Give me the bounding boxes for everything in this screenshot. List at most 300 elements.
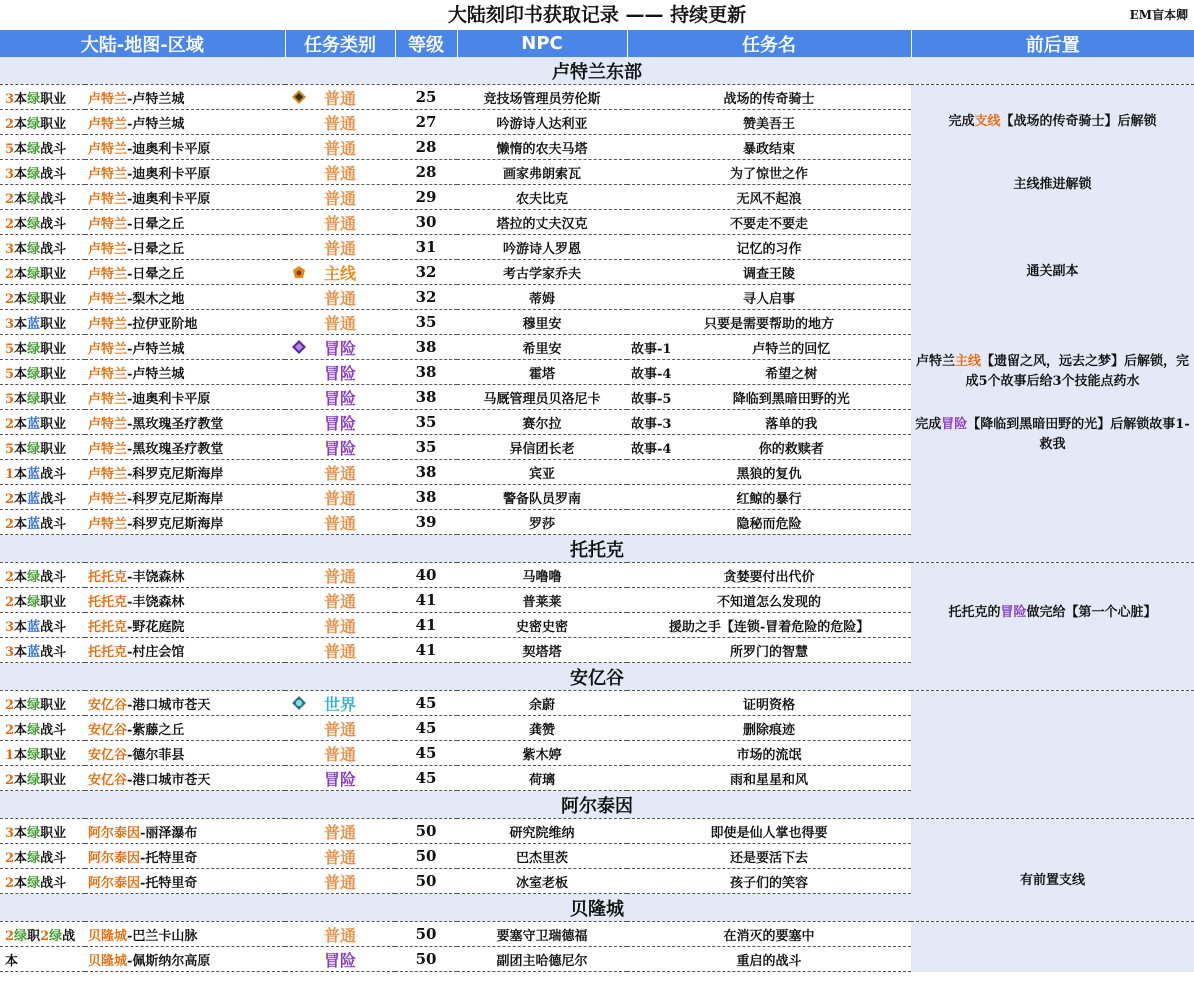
task-name: [627, 691, 911, 716]
region: 卢特兰: [88, 466, 128, 482]
region: 托托克: [88, 569, 128, 585]
region: 卢特兰: [88, 166, 128, 182]
prereq-text: 做完给【第一个心脏】: [1026, 604, 1157, 620]
prereq-tag: 冒险: [1000, 604, 1027, 620]
place: 托特里奇: [145, 875, 198, 891]
count-number: 1: [5, 466, 15, 482]
level: 35: [395, 435, 457, 460]
quest-type-label: 普通: [324, 138, 357, 158]
book-word: 本: [14, 216, 28, 232]
region: 卢特兰: [88, 341, 128, 357]
quest-normal-icon: [291, 89, 307, 105]
book-kind: 职: [27, 928, 41, 944]
book-count: [0, 588, 85, 613]
count-number: 2: [5, 216, 15, 232]
place: 迪奥利卡平原: [132, 141, 211, 157]
section-title: 贝隆城: [0, 894, 1194, 922]
quest-type: [285, 310, 395, 335]
book-kind: 战斗: [40, 191, 67, 207]
level: 40: [395, 563, 457, 588]
prereq-text: 【降临到黑暗田野的光】后解锁故事1-救我: [967, 416, 1190, 452]
location: 安亿谷-港口城市苍天: [85, 766, 285, 791]
npc-name: 宾亚: [457, 460, 627, 485]
book-count: [0, 485, 85, 510]
place: 佩斯纳尔高原: [132, 953, 211, 969]
book-count: [0, 638, 85, 663]
record-table: [0, 30, 1194, 972]
book-color: 绿: [27, 722, 41, 738]
location: 托托克-村庄会馆: [85, 638, 285, 663]
task-name: [627, 110, 911, 135]
count-number: 2: [5, 928, 15, 944]
task-label: 不要走不要走: [730, 216, 809, 232]
quest-type: [285, 260, 395, 285]
book-kind: 职业: [40, 441, 67, 457]
quest-type: [285, 85, 395, 110]
book-word: 本: [14, 441, 28, 457]
book-color: 绿: [27, 697, 41, 713]
book-kind: 战斗: [40, 569, 67, 585]
book-color: 绿: [27, 594, 41, 610]
task-name: [627, 310, 911, 335]
quest-type: [285, 947, 395, 972]
level: 25: [395, 85, 457, 110]
count-number: 2: [5, 569, 15, 585]
npc-name: 要塞守卫瑞德福: [457, 922, 627, 947]
npc-name: 穆里安: [457, 310, 627, 335]
book-word: 本: [14, 875, 28, 891]
book-count: [0, 185, 85, 210]
prereq-cell: [911, 160, 1194, 210]
book-word: 本: [14, 141, 28, 157]
quest-type: [285, 410, 395, 435]
quest-type: [285, 563, 395, 588]
quest-type: [285, 510, 395, 535]
quest-type: [285, 766, 395, 791]
book-word: 本: [14, 466, 28, 482]
table-row: [0, 335, 1194, 360]
book-word: 本: [14, 722, 28, 738]
region: 卢特兰: [88, 141, 128, 157]
place: 港口城市苍天: [132, 697, 211, 713]
prereq-tag: 主线: [955, 354, 982, 369]
region: 托托克: [88, 594, 128, 610]
book-kind: 战斗: [40, 722, 67, 738]
quest-type: [285, 435, 395, 460]
location: 卢特兰-科罗克尼斯海岸: [85, 485, 285, 510]
task-label: 为了惊世之作: [730, 166, 809, 182]
place: 迪奥利卡平原: [132, 166, 211, 182]
book-kind: 战斗: [40, 166, 67, 182]
npc-name: 赛尔拉: [457, 410, 627, 435]
npc-name: 塔拉的丈夫汉克: [457, 210, 627, 235]
region: 卢特兰: [88, 241, 128, 257]
task-label: 红鲸的暴行: [736, 491, 802, 507]
prereq-text: 卢特兰: [915, 354, 955, 369]
book-count: [0, 741, 85, 766]
npc-name: 霍塔: [457, 360, 627, 385]
book-color: 绿: [27, 569, 41, 585]
npc-name: 罗莎: [457, 510, 627, 535]
table-row: [0, 160, 1194, 185]
book-color: 绿: [27, 875, 41, 891]
count-number: 2: [5, 491, 15, 507]
quest-type: [285, 485, 395, 510]
quest-type-label: 普通: [324, 925, 357, 945]
book-color: 绿: [49, 928, 63, 944]
region: 托托克: [88, 619, 128, 635]
npc-name: 巴杰里茨: [457, 844, 627, 869]
npc-name: 异信团长老: [457, 435, 627, 460]
book-count: [0, 510, 85, 535]
quest-type-label: 冒险: [324, 338, 357, 358]
task-label: 隐秘而危险: [736, 516, 802, 532]
header-task: 任务名: [627, 30, 911, 57]
task-name: [627, 260, 911, 285]
place: 迪奥利卡平原: [132, 191, 211, 207]
quest-type-label: 普通: [324, 113, 357, 133]
task-name: [627, 135, 911, 160]
quest-type: [285, 185, 395, 210]
task-name: [627, 563, 911, 588]
quest-type-label: 普通: [324, 163, 357, 183]
quest-type-label: 普通: [324, 641, 357, 661]
level: 29: [395, 185, 457, 210]
table-row: [0, 285, 1194, 310]
task-label: 所罗门的智慧: [730, 644, 809, 660]
prereq-cell: [911, 819, 1194, 869]
book-color: 绿: [27, 441, 41, 457]
npc-name: 警备队员罗南: [457, 485, 627, 510]
book-kind: 战斗: [40, 516, 67, 532]
quest-type: [285, 869, 395, 894]
table-row: [0, 260, 1194, 285]
book-word: 本: [14, 825, 28, 841]
place: 黑玫瑰圣疗教堂: [132, 441, 224, 457]
level: 28: [395, 160, 457, 185]
book-color: 绿: [27, 366, 41, 382]
quest-type: [285, 588, 395, 613]
book-kind: 职业: [40, 391, 67, 407]
location: 卢特兰-梨木之地: [85, 285, 285, 310]
task-label: 在消灭的要塞中: [723, 928, 815, 944]
task-label: 寻人启事: [743, 291, 796, 307]
book-count: [0, 160, 85, 185]
region: 安亿谷: [88, 747, 128, 763]
location: 卢特兰-黑玫瑰圣疗教堂: [85, 410, 285, 435]
task-label: 希望之树: [765, 366, 818, 382]
region: 卢特兰: [88, 291, 128, 307]
book-count: [0, 85, 85, 110]
book-color: 蓝: [27, 516, 41, 532]
book-kind: 职业: [40, 116, 67, 132]
book-count: [0, 260, 85, 285]
book-count: [0, 360, 85, 385]
task-label: 市场的流氓: [736, 747, 802, 763]
book-color: 绿: [27, 116, 41, 132]
story-label: 故事-1: [631, 341, 672, 357]
region: 安亿谷: [88, 772, 128, 788]
quest-type-label: 普通: [324, 488, 357, 508]
count-number: 5: [5, 391, 15, 407]
npc-name: 研究院维纳: [457, 819, 627, 844]
quest-type-label: 普通: [324, 463, 357, 483]
count-number: 1: [5, 747, 15, 763]
region: 托托克: [88, 644, 128, 660]
book-word: 本: [14, 747, 28, 763]
quest-type-label: 冒险: [324, 769, 357, 789]
task-name: [627, 410, 911, 435]
book-word: 本: [14, 341, 28, 357]
npc-name: 马厩管理员贝洛尼卡: [457, 385, 627, 410]
book-count: [0, 285, 85, 310]
level: 30: [395, 210, 457, 235]
table-row: [0, 819, 1194, 844]
place: 丰饶森林: [132, 569, 185, 585]
region: 卢特兰: [88, 391, 128, 407]
count-number: 2: [5, 191, 15, 207]
book-count: [0, 922, 85, 947]
place: 卢特兰城: [132, 116, 185, 132]
task-label: 删除痕迹: [743, 722, 796, 738]
book-color: 绿: [27, 266, 41, 282]
task-name: [627, 922, 911, 947]
task-label: 黑狼的复仇: [736, 466, 802, 482]
level: 45: [395, 691, 457, 716]
prereq-cell: [911, 410, 1194, 460]
count-number: 5: [5, 441, 15, 457]
book-count: [0, 335, 85, 360]
quest-type-label: 普通: [324, 744, 357, 764]
place: 日晕之丘: [132, 266, 185, 282]
npc-name: 冰室老板: [457, 869, 627, 894]
quest-type-label: 冒险: [324, 438, 357, 458]
level: 28: [395, 135, 457, 160]
npc-name: 马噜噜: [457, 563, 627, 588]
region: 卢特兰: [88, 366, 128, 382]
npc-name: 画家弗朗索瓦: [457, 160, 627, 185]
book-word: 本: [14, 516, 28, 532]
task-name: [627, 485, 911, 510]
book-word: 本: [14, 266, 28, 282]
region: 卢特兰: [88, 266, 128, 282]
table-row: [0, 135, 1194, 160]
level: 41: [395, 588, 457, 613]
region: 卢特兰: [88, 116, 128, 132]
quest-type-label: 普通: [324, 616, 357, 636]
book-color: 蓝: [27, 466, 41, 482]
task-label: 援助之手【连锁-冒着危险的危险】: [668, 619, 870, 635]
task-name: [627, 285, 911, 310]
region: 贝隆城: [88, 953, 128, 969]
task-name: [627, 638, 911, 663]
location: 卢特兰-卢特兰城: [85, 85, 285, 110]
book-color: 绿: [27, 850, 41, 866]
location: 卢特兰-科罗克尼斯海岸: [85, 460, 285, 485]
location: 卢特兰-迪奥利卡平原: [85, 385, 285, 410]
book-count: [0, 613, 85, 638]
book-word: 本: [14, 594, 28, 610]
quest-type: [285, 135, 395, 160]
header-location: 大陆-地图-区域: [0, 30, 285, 57]
quest-type: [285, 385, 395, 410]
book-word: 本: [14, 366, 28, 382]
task-label: 你的救赎者: [758, 441, 824, 457]
place: 黑玫瑰圣疗教堂: [132, 416, 224, 432]
place: 巴兰卡山脉: [132, 928, 198, 944]
table-row: [0, 210, 1194, 235]
level: 31: [395, 235, 457, 260]
place: 德尔菲县: [132, 747, 185, 763]
section-row: [0, 535, 1194, 563]
task-name: [627, 210, 911, 235]
task-name: [627, 360, 911, 385]
region: 卢特兰: [88, 316, 128, 332]
location: 贝隆城-巴兰卡山脉: [85, 922, 285, 947]
book-count: [0, 947, 85, 972]
place: 日晕之丘: [132, 241, 185, 257]
quest-type: [285, 110, 395, 135]
location: 卢特兰-迪奥利卡平原: [85, 160, 285, 185]
level: 38: [395, 335, 457, 360]
book-count: [0, 844, 85, 869]
place: 紫藤之丘: [132, 722, 185, 738]
book-count: [0, 310, 85, 335]
place: 科罗克尼斯海岸: [132, 516, 224, 532]
task-name: [627, 510, 911, 535]
book-kind: 职业: [40, 341, 67, 357]
task-name: [627, 947, 911, 972]
book-word: 本: [14, 697, 28, 713]
table-row: [0, 460, 1194, 485]
count-number: 5: [5, 141, 15, 157]
level: 32: [395, 260, 457, 285]
place: 卢特兰城: [132, 366, 185, 382]
prereq-cell: [911, 691, 1194, 791]
quest-type-label: 普通: [324, 238, 357, 258]
book-color: 绿: [27, 191, 41, 207]
quest-type-label: 世界: [324, 694, 357, 714]
book-kind: 战斗: [40, 466, 67, 482]
npc-name: 副团主哈德尼尔: [457, 947, 627, 972]
book-count: [0, 135, 85, 160]
count-number: 2: [5, 266, 15, 282]
location: 阿尔泰因-托特里奇: [85, 844, 285, 869]
quest-type-label: 普通: [324, 719, 357, 739]
level: 50: [395, 947, 457, 972]
level: 38: [395, 485, 457, 510]
level: 38: [395, 385, 457, 410]
count-number: 2: [5, 416, 15, 432]
level: 50: [395, 922, 457, 947]
location: 卢特兰-迪奥利卡平原: [85, 185, 285, 210]
npc-name: 蒂姆: [457, 285, 627, 310]
book-kind: 职业: [40, 747, 67, 763]
book-kind: 职业: [40, 825, 67, 841]
npc-name: 吟游诗人达利亚: [457, 110, 627, 135]
quest-type-label: 冒险: [324, 950, 357, 970]
location: 阿尔泰因-托特里奇: [85, 869, 285, 894]
location: 卢特兰-黑玫瑰圣疗教堂: [85, 435, 285, 460]
level: 27: [395, 110, 457, 135]
count-number: 2: [5, 722, 15, 738]
quest-adventure-icon: [291, 339, 307, 355]
book-color: 绿: [27, 141, 41, 157]
quest-type-label: 普通: [324, 591, 357, 611]
book-count: [0, 766, 85, 791]
book-color: 绿: [27, 391, 41, 407]
region: 阿尔泰因: [88, 850, 141, 866]
level: 45: [395, 766, 457, 791]
count-number: 2: [5, 697, 15, 713]
book-color: 蓝: [27, 491, 41, 507]
task-label: 雨和星星和风: [730, 772, 809, 788]
place: 港口城市苍天: [132, 772, 211, 788]
count-number: 3: [5, 644, 15, 660]
header-prereq: 前后置: [911, 30, 1194, 57]
location: 贝隆城-佩斯纳尔高原: [85, 947, 285, 972]
prereq-text: 完成: [948, 114, 975, 129]
location: 阿尔泰因-丽泽瀑布: [85, 819, 285, 844]
task-label: 无风不起浪: [736, 191, 802, 207]
task-label: 即使是仙人掌也得要: [710, 825, 828, 841]
location: 卢特兰-科罗克尼斯海岸: [85, 510, 285, 535]
book-color: 绿: [27, 291, 41, 307]
npc-name: 农夫比克: [457, 185, 627, 210]
task-label: 战场的传奇骑士: [723, 91, 815, 107]
task-label: 调查王陵: [743, 266, 796, 282]
task-name: [627, 385, 911, 410]
quest-type-label: 普通: [324, 213, 357, 233]
book-kind: 战斗: [40, 875, 67, 891]
quest-type: [285, 844, 395, 869]
book-word: 本: [14, 850, 28, 866]
quest-type: [285, 285, 395, 310]
book-color: 蓝: [27, 619, 41, 635]
book-kind: 战斗: [40, 850, 67, 866]
book-kind: 职业: [40, 266, 67, 282]
quest-type-label: 冒险: [324, 388, 357, 408]
quest-type: [285, 741, 395, 766]
section-title: 安亿谷: [0, 663, 1194, 691]
book-kind: 职业: [40, 416, 67, 432]
book-word: 本: [14, 241, 28, 257]
task-label: 证明资格: [743, 697, 796, 713]
region: 阿尔泰因: [88, 825, 141, 841]
prereq-text: 主线推进解锁: [1013, 176, 1092, 192]
region: 阿尔泰因: [88, 875, 141, 891]
book-word: 本: [14, 772, 28, 788]
book-color: 绿: [14, 928, 28, 944]
count-number: 2: [5, 772, 15, 788]
quest-type-label: 普通: [324, 872, 357, 892]
prereq-text: 通关副本: [1026, 264, 1079, 279]
place: 科罗克尼斯海岸: [132, 491, 224, 507]
task-name: [627, 185, 911, 210]
task-label: 暴政结束: [743, 141, 796, 157]
level: 41: [395, 638, 457, 663]
book-count: [0, 869, 85, 894]
book-word: 本: [14, 644, 28, 660]
prereq-text: 【战场的传奇骑士】后解锁: [1000, 114, 1157, 129]
book-color: 绿: [27, 772, 41, 788]
book-color: 蓝: [27, 416, 41, 432]
table-row: [0, 922, 1194, 947]
header-row: [0, 30, 1194, 57]
location: 卢特兰-拉伊亚阶地: [85, 310, 285, 335]
location: 卢特兰-日晕之丘: [85, 260, 285, 285]
section-row: [0, 894, 1194, 922]
